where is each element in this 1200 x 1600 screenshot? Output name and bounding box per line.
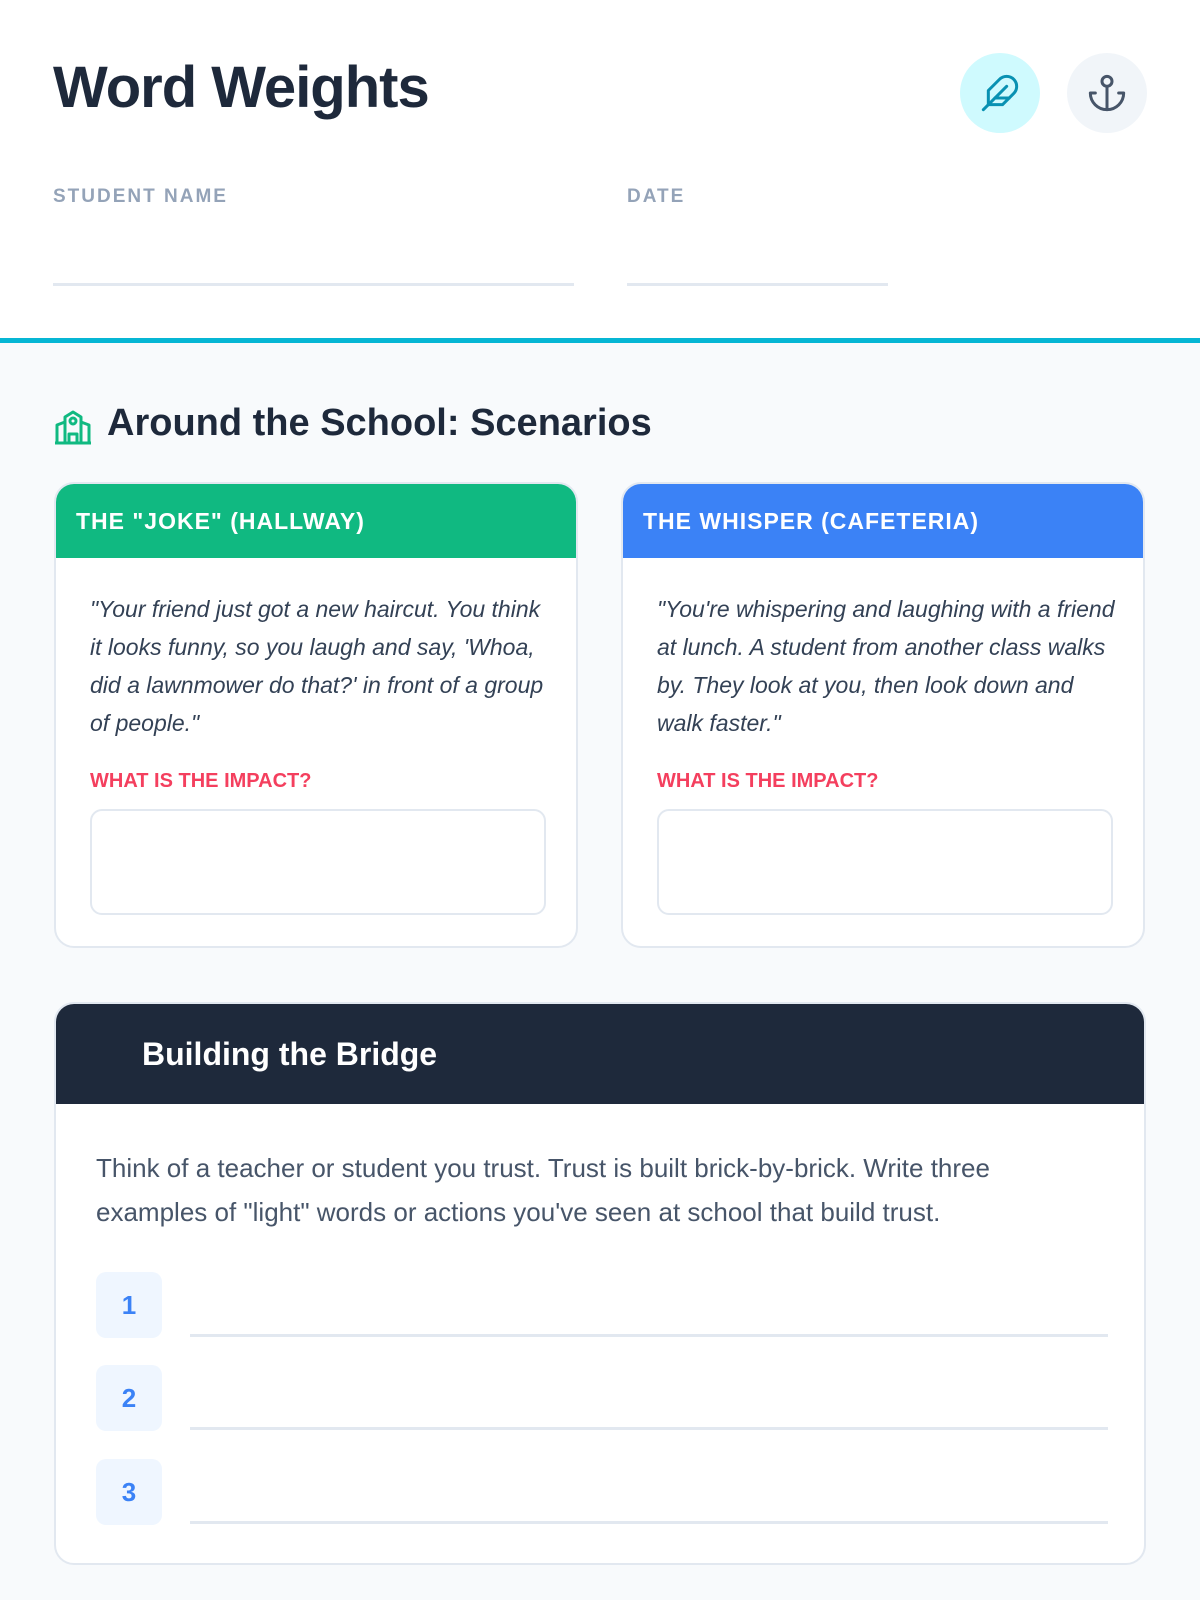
date-label: DATE	[627, 186, 686, 207]
bridge-instructions: Think of a teacher or student you trust. Trust is built brick-by-brick. Write three examples of "light" words or actions you've seen at school that build trust.	[96, 1153, 990, 1227]
answer-line-2[interactable]	[190, 1427, 1108, 1430]
row-number: 1	[96, 1272, 162, 1338]
anchor-button[interactable]	[1067, 53, 1147, 133]
bridge-section	[54, 1002, 1146, 1565]
impact-answer-box[interactable]	[90, 809, 546, 915]
feather-button[interactable]	[960, 53, 1040, 133]
scenario-card-title: THE "JOKE" (HALLWAY)	[56, 484, 576, 558]
date-field[interactable]	[627, 283, 888, 286]
worksheet-header	[0, 0, 1200, 343]
impact-answer-box[interactable]	[657, 809, 1113, 915]
scenario-quote: "You're whispering and laughing with a friend at lunch. A student from another class walks by. They look at you, then look down and walk faster."	[657, 596, 1115, 736]
student-name-field[interactable]	[53, 283, 574, 286]
answer-line-1[interactable]	[190, 1334, 1108, 1337]
row-number: 2	[96, 1365, 162, 1431]
anchor-icon	[1087, 73, 1127, 113]
scenario-quote: "Your friend just got a new haircut. You think it looks funny, so you laugh and say, 'Whoa, did a lawnmower do that?' in front of a group of people."	[90, 596, 544, 736]
answer-line-3[interactable]	[190, 1521, 1108, 1524]
page-title: Word Weights	[53, 55, 429, 120]
impact-prompt: WHAT IS THE IMPACT?	[657, 770, 879, 792]
impact-prompt: WHAT IS THE IMPACT?	[90, 770, 312, 792]
student-name-label: STUDENT NAME	[53, 186, 228, 207]
bridge-heading: Building the Bridge	[56, 1004, 1144, 1104]
feather-icon	[980, 73, 1020, 113]
row-number: 3	[96, 1459, 162, 1525]
scenario-card-joke	[54, 482, 578, 948]
scenarios-heading: Around the School: Scenarios	[107, 402, 652, 444]
school-icon	[54, 409, 92, 445]
scenario-card-title: THE WHISPER (CAFETERIA)	[623, 484, 1143, 558]
scenario-card-whisper	[621, 482, 1145, 948]
